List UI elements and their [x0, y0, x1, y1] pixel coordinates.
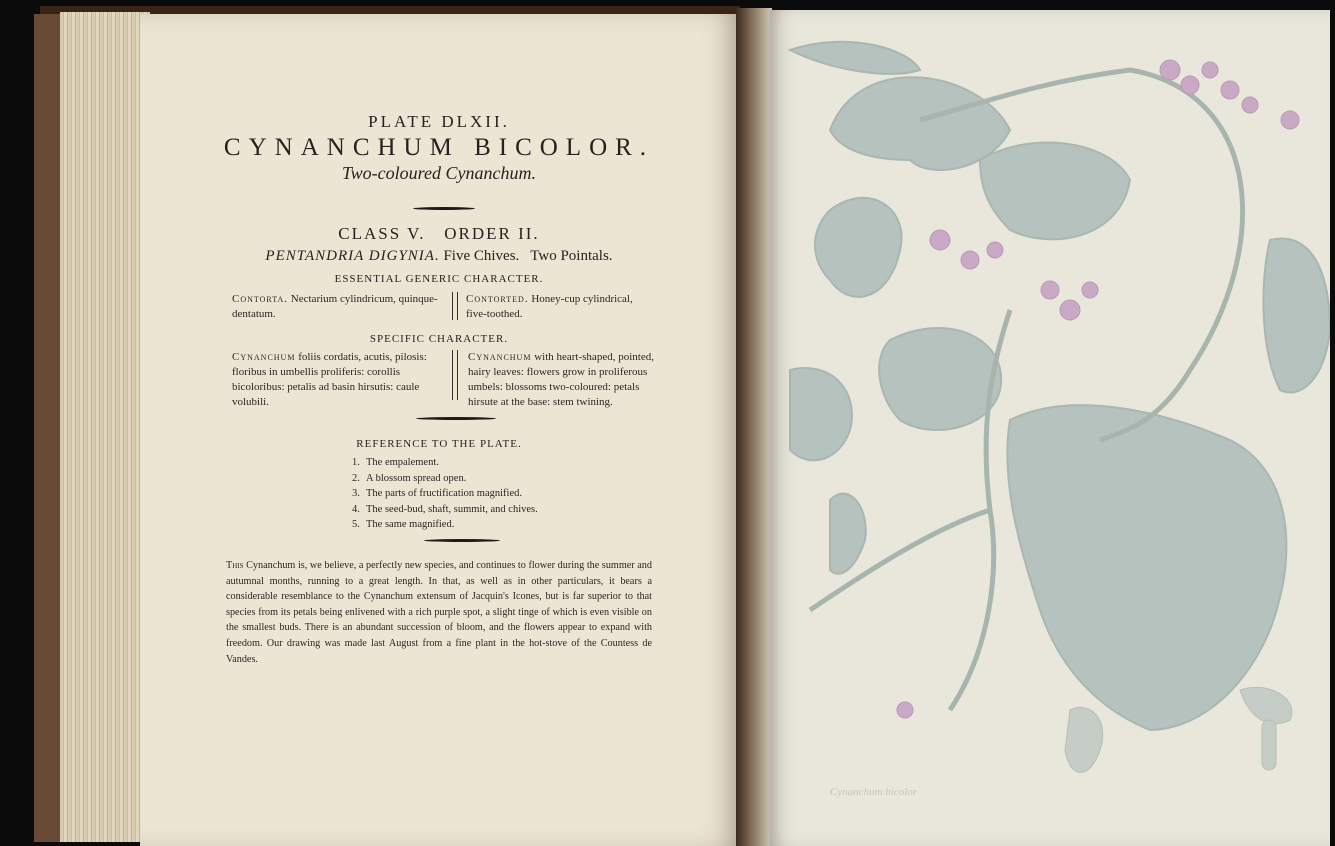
list-item: 4. The seed-bud, shaft, summit, and chives. [352, 503, 538, 515]
essential-english-name: Contorted. [466, 293, 529, 305]
specific-latin [232, 350, 444, 410]
essential-latin-name: Contorta. [232, 293, 289, 305]
pentandria-italic: PENTANDRIA DIGYNIA. [265, 248, 440, 264]
plate-caption: Cynanchum bicolor [830, 786, 918, 798]
essential-latin [232, 292, 446, 322]
specific-heading: SPECIFIC CHARACTER. [369, 333, 509, 345]
class-order: CLASS V. ORDER II. [338, 224, 540, 243]
column-divider [452, 350, 458, 400]
book-gutter [736, 8, 772, 846]
reference-list [352, 455, 538, 533]
species-title: CYNANCHUM BICOLOR. [223, 134, 655, 161]
list-item: 1. The empalement. [352, 457, 439, 468]
pentandria-rest: Five Chives. Two Pointals. [443, 248, 613, 264]
essential-heading: ESSENTIAL GENERIC CHARACTER. [334, 273, 544, 285]
column-divider [452, 292, 458, 320]
essential-latin-text: Nectarium cylindricum, quinque-dentatum. [232, 293, 438, 320]
description-text: Cynanchum is, we believe, a perfectly new species, and continues to flower during the summer and autumnal months, running to a great length. In that, as well as in other particulars, it bears a considerable resemblance to the Cynanchum extensum of Jacquin's Icones, but is far superior to that species from its petals being enlivened with a rich purple spot, a slight tinge of which is even visible on the smallest buds. There is an abundant succession of bloom, and the flowers appear to expand with freedom. Our drawing was made last August from a fine plant in the hot-stove of the Countess de Vandes. [226, 560, 652, 665]
divider-flourish [413, 207, 475, 210]
pentandria-line [140, 248, 738, 265]
specific-latin-text: foliis cordatis, acutis, pilosis: floribus in umbellis proliferis: corollis bicoloribus: petalis ad basin hirsutis: caule volubili. [232, 351, 427, 408]
specific-latin-name: Cynanchum [232, 351, 296, 363]
common-name: Two-coloured Cynanchum. [342, 163, 536, 183]
list-item: 5. The same magnified. [352, 519, 455, 530]
description-lead: This [226, 560, 244, 571]
specific-english [468, 350, 654, 410]
plant-drawing [790, 42, 1330, 730]
essential-english-text: Honey-cup cylindrical, five-toothed. [466, 293, 633, 320]
list-item: 3. The parts of fructification magnified. [352, 488, 522, 499]
botanical-illustration [770, 10, 1330, 846]
divider-flourish [424, 539, 500, 542]
specific-english-text: with heart-shaped, pointed, hairy leaves: flowers grow in proliferous umbels: blossoms two-coloured: petals hirsute at the base: stem twining. [468, 351, 654, 408]
list-item: 2. A blossom spread open. [352, 472, 467, 484]
page-edges [60, 12, 150, 842]
divider-flourish [416, 417, 496, 420]
plate-number: PLATE DLXII. [368, 112, 510, 131]
essential-english [466, 292, 654, 322]
specific-english-name: Cynanchum [468, 351, 532, 363]
description-paragraph [226, 558, 652, 667]
reference-heading: REFERENCE TO THE PLATE. [356, 438, 522, 450]
